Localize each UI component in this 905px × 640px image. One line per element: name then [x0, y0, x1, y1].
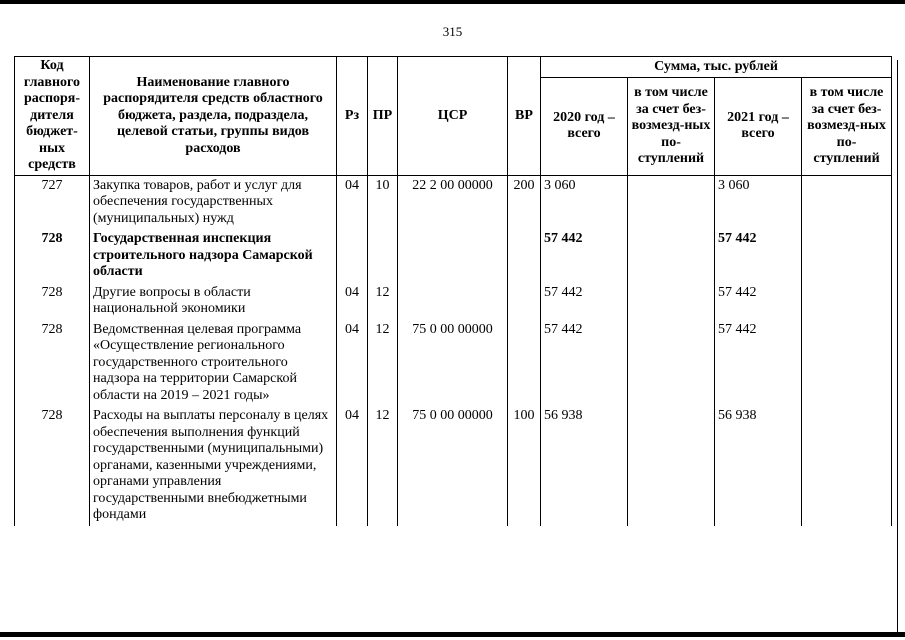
- cell-code: 727: [15, 175, 90, 229]
- top-border: [0, 0, 905, 4]
- header-2020-free: в том числе за счет без-возмезд-ных по-ступлений: [628, 78, 715, 176]
- cell-2021-free: [802, 229, 892, 283]
- cell-2020-free: [628, 229, 715, 283]
- cell-rz: 04: [337, 320, 368, 407]
- cell-rz: 04: [337, 175, 368, 229]
- header-2020-total: 2020 год – всего: [541, 78, 628, 176]
- cell-name: Государственная инспекция строительного надзора Самарской области: [90, 229, 337, 283]
- cell-2020-free: [628, 320, 715, 407]
- cell-vr: [508, 283, 541, 320]
- cell-csr: 75 0 00 00000: [398, 320, 508, 407]
- cell-csr: [398, 229, 508, 283]
- cell-code: 728: [15, 283, 90, 320]
- cell-2021-free: [802, 175, 892, 229]
- cell-vr: [508, 320, 541, 407]
- table-row: [15, 406, 892, 526]
- header-name: Наименование главного распорядителя средств областного бюджета, раздела, подраздела, целевой статьи, группы видов расходов: [90, 57, 337, 176]
- cell-csr: 75 0 00 00000: [398, 406, 508, 526]
- cell-rz: 04: [337, 283, 368, 320]
- cell-2021-total: 56 938: [715, 406, 802, 526]
- header-row-top: [15, 57, 892, 78]
- cell-pr: 12: [368, 320, 398, 407]
- table-row: [15, 175, 892, 229]
- header-sum: Сумма, тыс. рублей: [541, 57, 892, 78]
- cell-pr: 12: [368, 283, 398, 320]
- cell-2020-free: [628, 406, 715, 526]
- header-csr: ЦСР: [398, 57, 508, 176]
- header-2021-total: 2021 год – всего: [715, 78, 802, 176]
- table-row: [15, 320, 892, 407]
- cell-2021-total: 57 442: [715, 320, 802, 407]
- cell-code: 728: [15, 406, 90, 526]
- cell-2020-total: 57 442: [541, 283, 628, 320]
- cell-2021-total: 57 442: [715, 229, 802, 283]
- cell-pr: 10: [368, 175, 398, 229]
- cell-csr: 22 2 00 00000: [398, 175, 508, 229]
- cell-rz: [337, 229, 368, 283]
- bottom-border: [0, 632, 905, 637]
- cell-2021-free: [802, 406, 892, 526]
- cell-vr: [508, 229, 541, 283]
- header-code: Код главного распоря-дителя бюджет-ных средств: [15, 57, 90, 176]
- cell-2021-total: 3 060: [715, 175, 802, 229]
- cell-name: Другие вопросы в области национальной экономики: [90, 283, 337, 320]
- cell-2021-free: [802, 283, 892, 320]
- cell-pr: 12: [368, 406, 398, 526]
- table-row: [15, 229, 892, 283]
- cell-vr: 100: [508, 406, 541, 526]
- cell-name: Ведомственная целевая программа «Осуществление регионального государственного строительного надзора на территории Самарской области на 2019 – 2021 годы»: [90, 320, 337, 407]
- cell-csr: [398, 283, 508, 320]
- cell-rz: 04: [337, 406, 368, 526]
- cell-name: Закупка товаров, работ и услуг для обеспечения государственных (муниципальных) нужд: [90, 175, 337, 229]
- cell-2021-free: [802, 320, 892, 407]
- cell-vr: 200: [508, 175, 541, 229]
- cell-2020-free: [628, 175, 715, 229]
- cell-pr: [368, 229, 398, 283]
- budget-table: [14, 56, 892, 526]
- cell-2020-total: 57 442: [541, 229, 628, 283]
- cell-2021-total: 57 442: [715, 283, 802, 320]
- cell-code: 728: [15, 229, 90, 283]
- cell-code: 728: [15, 320, 90, 407]
- cell-name: Расходы на выплаты персоналу в целях обеспечения выполнения функций государственными (муниципальными) органами, казенными учреждениями, органами управления государственными внебюджетными фондами: [90, 406, 337, 526]
- header-vr: ВР: [508, 57, 541, 176]
- page-number: 315: [442, 24, 463, 39]
- cell-2020-total: 56 938: [541, 406, 628, 526]
- header-rz: Рз: [337, 57, 368, 176]
- cell-2020-free: [628, 283, 715, 320]
- cell-2020-total: 3 060: [541, 175, 628, 229]
- header-pr: ПР: [368, 57, 398, 176]
- cell-2020-total: 57 442: [541, 320, 628, 407]
- right-edge-line: [897, 60, 898, 632]
- header-2021-free: в том числе за счет без-возмезд-ных по-ступлений: [802, 78, 892, 176]
- table-row: [15, 283, 892, 320]
